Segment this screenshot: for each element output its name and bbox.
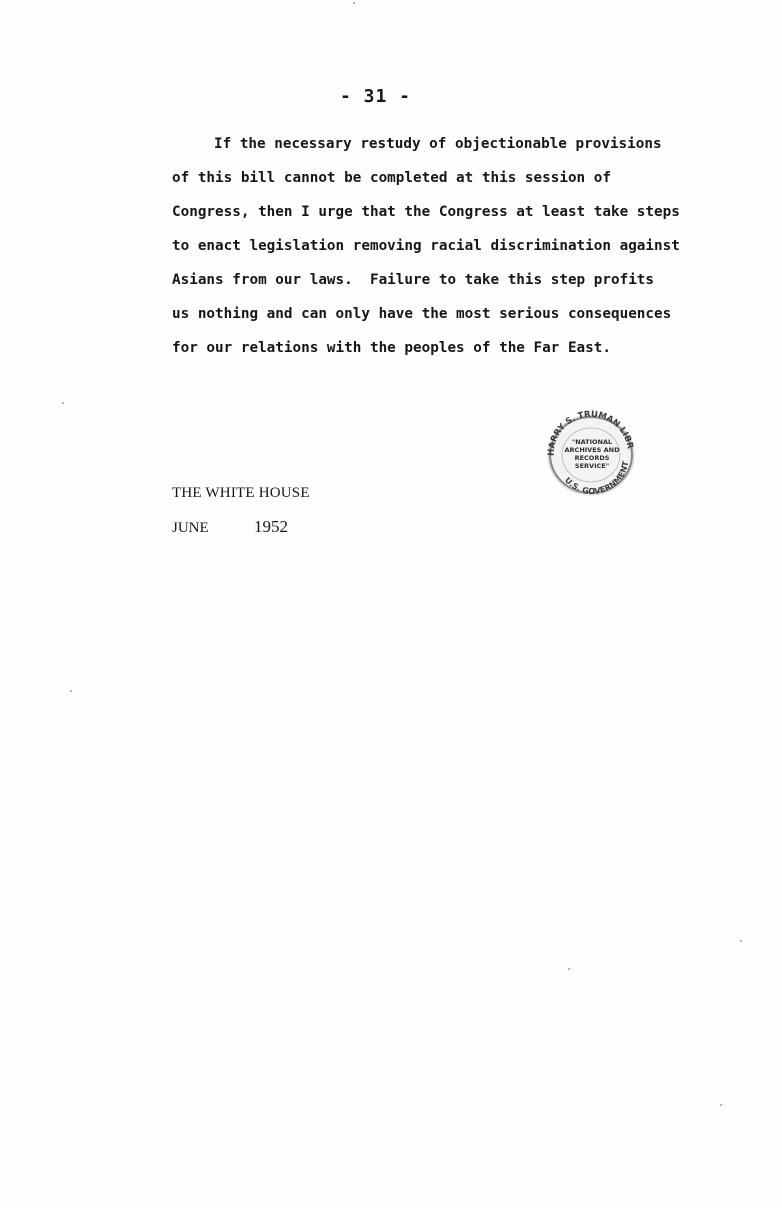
archive-stamp xyxy=(544,410,638,498)
stamp-inner-line: RECORDS xyxy=(574,454,610,462)
paper-speck xyxy=(62,402,64,404)
stamp-outer-text: HARRY S. TRUMAN LIBR xyxy=(546,410,635,457)
closing-month: JUNE xyxy=(172,520,209,536)
closing-year: 1952 xyxy=(254,517,288,536)
closing-date xyxy=(172,510,310,545)
paper-speck xyxy=(720,1104,722,1106)
paragraph-line: us nothing and can only have the most serious consequences xyxy=(172,306,672,322)
paragraph-line: If the necessary restudy of objectionable provisions xyxy=(214,136,662,152)
paragraph-line: of this bill cannot be completed at this session of xyxy=(172,170,611,186)
stamp-inner-line: SERVICE" xyxy=(574,462,610,470)
paper-speck xyxy=(740,940,742,942)
paragraph-line: Congress, then I urge that the Congress at least take steps xyxy=(172,204,680,220)
paragraph-line: Asians from our laws. Failure to take this step profits xyxy=(172,272,655,288)
archive-stamp-seal xyxy=(544,410,638,498)
stamp-inner-line: ARCHIVES AND xyxy=(564,446,620,454)
stamp-inner-line: "NATIONAL xyxy=(571,438,613,446)
closing-block xyxy=(172,476,310,545)
paper-speck xyxy=(568,968,570,970)
stamp-bottom-text: U.S. GOVERNMENT xyxy=(562,460,631,496)
paragraph-line: to enact legislation removing racial discrimination against xyxy=(172,238,680,254)
closing-place: THE WHITE HOUSE xyxy=(172,485,310,501)
paper-speck xyxy=(70,690,72,692)
paragraph-line: for our relations with the peoples of the Far East. xyxy=(172,340,611,356)
page-number: - 31 - xyxy=(340,86,412,107)
paper-speck xyxy=(353,2,355,4)
body-paragraph xyxy=(172,127,732,365)
